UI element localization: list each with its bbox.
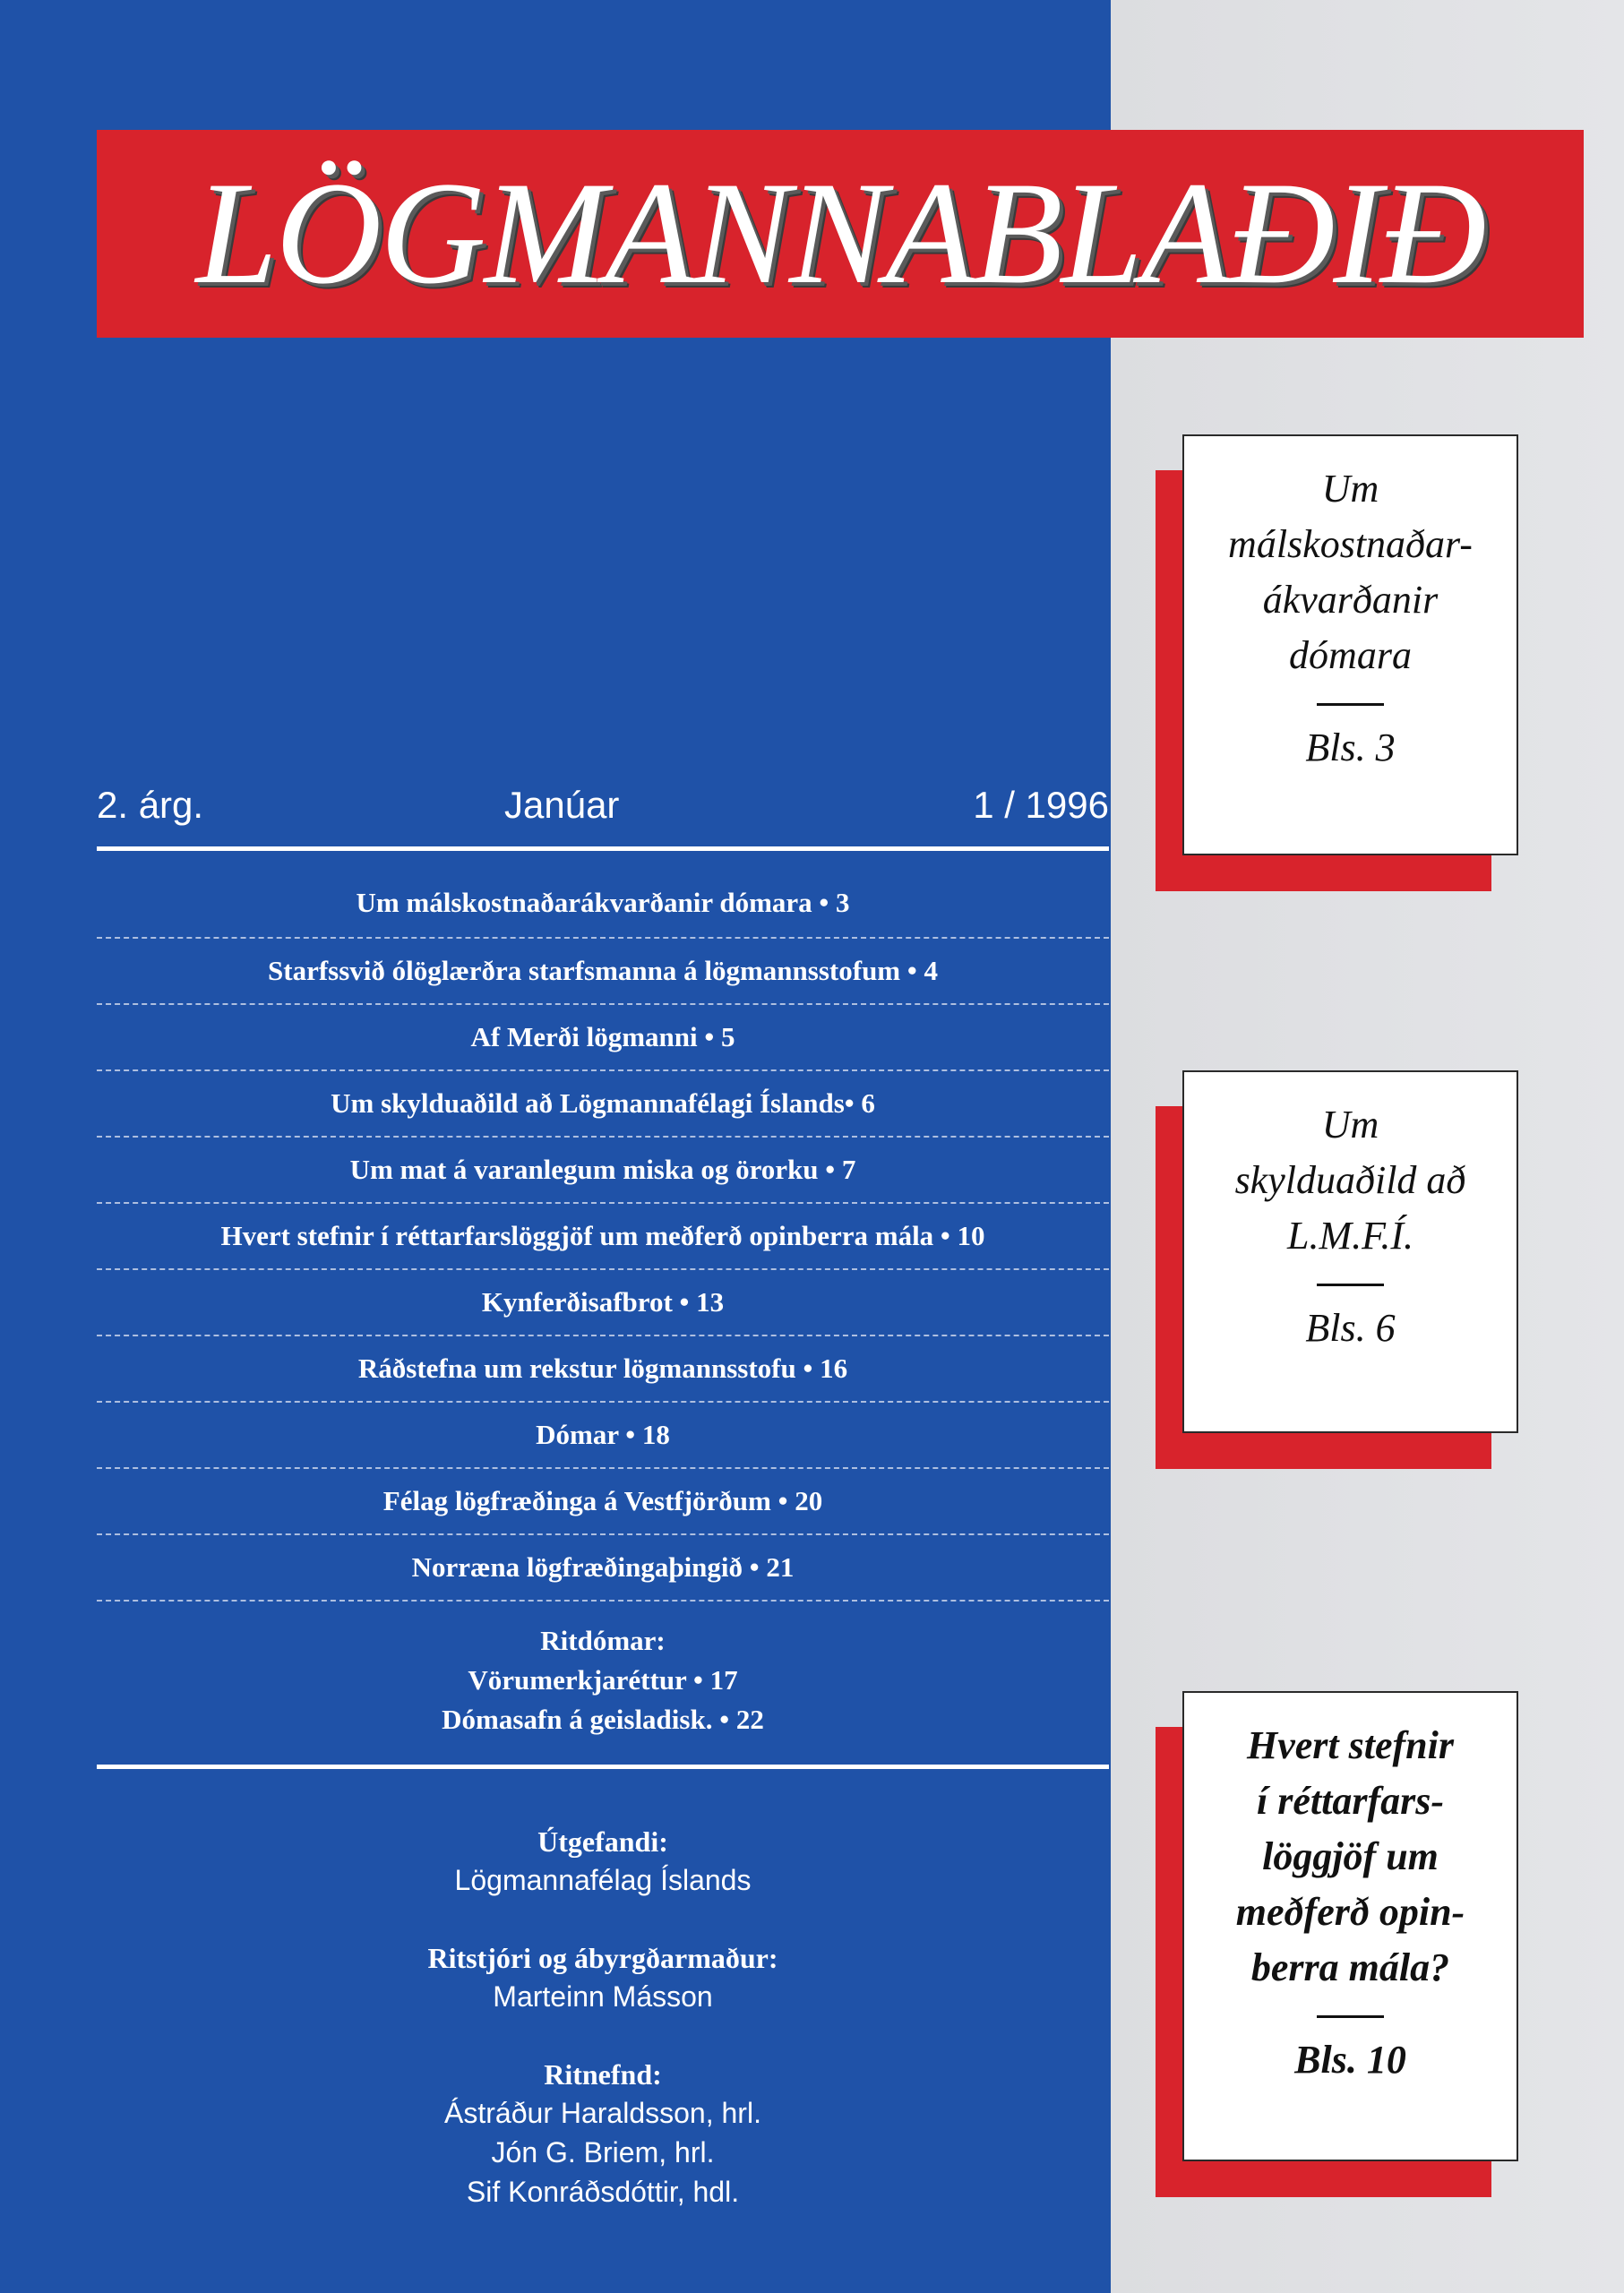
editor-name: Marteinn Másson — [493, 1980, 713, 2013]
committee-member: Ástráður Haraldsson, hrl. — [444, 2097, 761, 2129]
review-item[interactable]: Dómasafn á geisladisk. • 22 — [442, 1704, 764, 1735]
editor-label: Ritstjóri og ábyrgðarmaður: — [427, 1942, 778, 1974]
issue-number: 1 / 1996 — [973, 784, 1109, 826]
toc-item[interactable]: Norræna lögfræðingaþingið • 21 — [97, 1535, 1109, 1602]
issue-line — [97, 784, 1109, 837]
toc-item[interactable]: Félag lögfræðinga á Vestfjörðum • 20 — [97, 1469, 1109, 1535]
masthead-banner — [97, 130, 1584, 338]
publisher-label: Útgefandi: — [537, 1825, 668, 1858]
reviews-section — [97, 1621, 1109, 1739]
reviews-label: Ritdómar: — [540, 1625, 666, 1656]
toc-item[interactable]: Dómar • 18 — [97, 1403, 1109, 1469]
feature-box-2[interactable] — [1182, 1070, 1518, 1433]
issue-month: Janúar — [504, 784, 620, 826]
publisher-name: Lögmannafélag Íslands — [454, 1864, 752, 1896]
feature-page-ref: Bls. 6 — [1305, 1306, 1396, 1350]
feature-box-1[interactable] — [1182, 434, 1518, 855]
toc-item[interactable]: Um skylduaðild að Lögmannafélagi Íslands• 6 — [97, 1071, 1109, 1138]
feature-page-ref: Bls. 3 — [1305, 726, 1396, 769]
toc-item[interactable]: Hvert stefnir í réttarfarslöggjöf um meðferð opinberra mála • 10 — [97, 1204, 1109, 1270]
toc-item[interactable]: Um málskostnaðarákvarðanir dómara • 3 — [97, 887, 1109, 939]
top-divider — [97, 846, 1109, 851]
credits — [97, 1823, 1109, 2211]
toc-item[interactable]: Kynferðisafbrot • 13 — [97, 1270, 1109, 1336]
feature-headline: Um skylduaðild að L.M.F.Í. — [1234, 1103, 1466, 1258]
toc-item[interactable]: Ráðstefna um rekstur lögmannsstofu • 16 — [97, 1336, 1109, 1403]
feature-card — [1182, 434, 1518, 855]
toc-item[interactable]: Starfssvið ólöglærðra starfsmanna á lögmannsstofum • 4 — [97, 939, 1109, 1005]
committee-member: Jón G. Briem, hrl. — [491, 2136, 715, 2168]
feature-box-3[interactable] — [1182, 1691, 1518, 2161]
committee-member: Sif Konráðsdóttir, hdl. — [466, 2176, 740, 2208]
masthead-title: LÖGMANNABLAÐIÐ — [195, 152, 1485, 314]
committee-label: Ritnefnd: — [544, 2058, 662, 2091]
feature-divider — [1317, 2015, 1384, 2018]
toc-item[interactable]: Um mat á varanlegum miska og örorku • 7 — [97, 1138, 1109, 1204]
issue-volume: 2. árg. — [97, 784, 204, 826]
review-item[interactable]: Vörumerkjaréttur • 17 — [468, 1664, 738, 1696]
toc-item[interactable]: Af Merði lögmanni • 5 — [97, 1005, 1109, 1071]
feature-card — [1182, 1070, 1518, 1433]
feature-headline: Hvert stefnir í réttarfars- löggjöf um meðferð opin- berra mála? — [1235, 1723, 1465, 1989]
feature-page-ref: Bls. 10 — [1294, 2038, 1406, 2082]
feature-divider — [1317, 703, 1384, 706]
table-of-contents — [97, 887, 1109, 1602]
bottom-divider — [97, 1765, 1109, 1769]
feature-divider — [1317, 1284, 1384, 1286]
feature-headline: Um málskostnaðar- ákvarðanir dómara — [1228, 467, 1473, 677]
feature-card — [1182, 1691, 1518, 2161]
